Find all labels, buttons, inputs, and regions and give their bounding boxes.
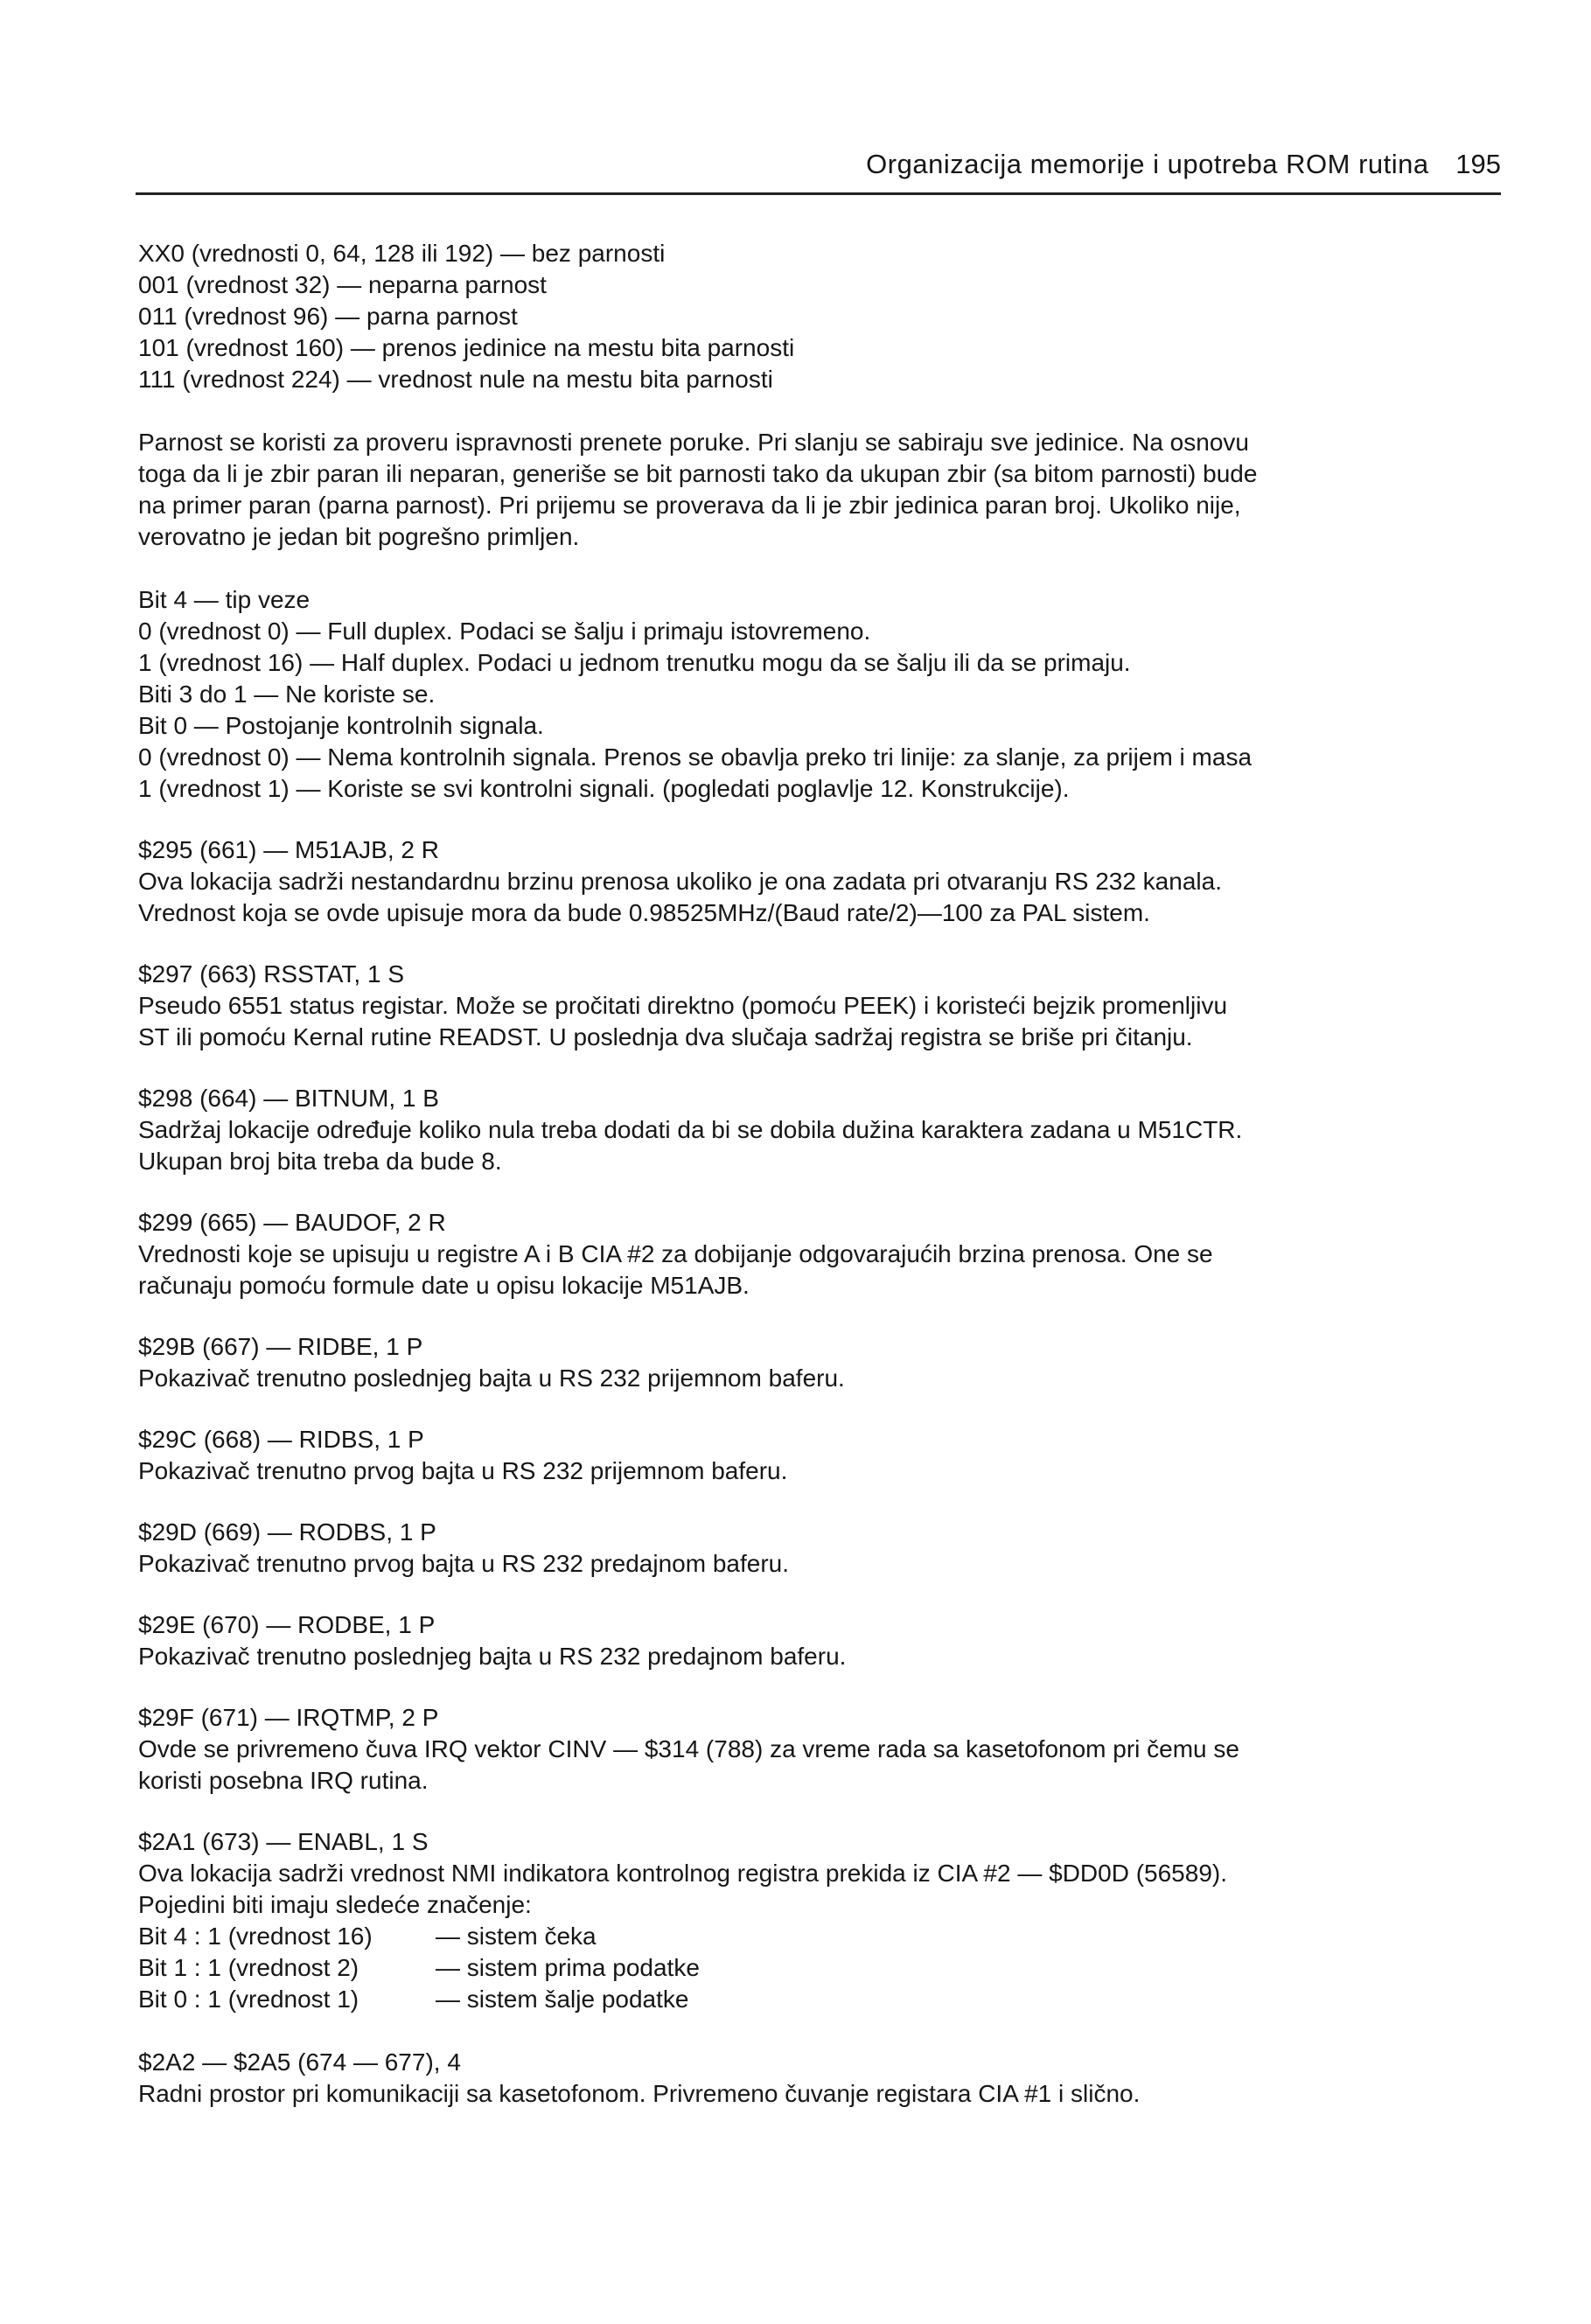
page-body — [138, 238, 1507, 2110]
entry-text: Pojedini biti imaju sledeće značenje: — [138, 1891, 532, 1918]
memory-entry — [138, 959, 1507, 1053]
paragraph-line: toga da li je zbir paran ili neparan, generiše se bit parnosti tako da ukupan zbir (sa bitom parnosti) bude — [138, 460, 1258, 487]
entry-heading: $299 (665) — BAUDOF, 2 R — [138, 1209, 446, 1236]
bit-meaning: — sistem šalje podatke — [436, 1986, 689, 2013]
entry-heading: $2A2 — $2A5 (674 — 677), 4 — [138, 2048, 461, 2076]
entry-text: Radni prostor pri komunikaciji sa kasetofonom. Privremeno čuvanje registara CIA #1 i slično. — [138, 2080, 1141, 2107]
entry-text: računaju pomoću formule date u opisu lokacije M51AJB. — [138, 1272, 750, 1299]
parity-list — [138, 238, 1507, 395]
memory-entry — [138, 1083, 1507, 1177]
entry-text: Ovde se privremeno čuva IRQ vektor CINV — $314 (788) za vreme rada sa kasetofonom pri čemu se — [138, 1735, 1239, 1762]
memory-entry — [138, 1207, 1507, 1302]
parity-list-item: 001 (vrednost 32) — neparna parnost — [138, 271, 547, 298]
bits-line: 0 (vrednost 0) — Full duplex. Podaci se šalju i primaju istovremeno. — [138, 618, 871, 645]
bits-line: Biti 3 do 1 — Ne koriste se. — [138, 680, 436, 708]
memory-entry — [138, 1702, 1507, 1797]
entry-text: Ova lokacija sadrži vrednost NMI indikatora kontrolnog registra prekida iz CIA #2 — $DD0D (56589). — [138, 1860, 1228, 1887]
parity-paragraph — [138, 427, 1507, 553]
chapter-title: Organizacija memorije i upotreba ROM rutina — [866, 149, 1429, 179]
entry-text: Ova lokacija sadrži nestandardnu brzinu prenosa ukoliko je ona zadata pri otvaranju RS 232 kanala. — [138, 868, 1222, 895]
memory-entry — [138, 1609, 1507, 1672]
parity-list-item: 101 (vrednost 160) — prenos jedinice na mestu bita parnosti — [138, 334, 795, 361]
memory-entry — [138, 1424, 1507, 1487]
bits-description — [138, 584, 1507, 805]
entry-heading: $29F (671) — IRQTMP, 2 P — [138, 1704, 439, 1731]
entry-heading: $295 (661) — M51AJB, 2 R — [138, 836, 439, 863]
entry-text: Pokazivač trenutno poslednjeg bajta u RS 232 prijemnom baferu. — [138, 1364, 845, 1392]
bits-line: 1 (vrednost 16) — Half duplex. Podaci u jednom trenutku mogu da se šalju ili da se primaju. — [138, 649, 1131, 676]
bit-row — [138, 1984, 1507, 2015]
bits-line: Bit 0 — Postojanje kontrolnih signala. — [138, 712, 544, 739]
memory-entry — [138, 2047, 1507, 2110]
memory-entry — [138, 1331, 1507, 1394]
page-number: 195 — [1455, 149, 1501, 179]
entry-text: Pokazivač trenutno prvog bajta u RS 232 predajnom baferu. — [138, 1550, 790, 1577]
bit-label: Bit 1 : 1 (vrednost 2) — [138, 1954, 359, 1981]
entry-text: ST ili pomoću Kernal rutine READST. U poslednja dva slučaja sadržaj registra se briše pri čitanju. — [138, 1023, 1193, 1050]
bit-label: Bit 0 : 1 (vrednost 1) — [138, 1986, 359, 2013]
running-header — [136, 147, 1501, 195]
bits-line: 0 (vrednost 0) — Nema kontrolnih signala. Prenos se obavlja preko tri linije: za slanje, za prijem i masa — [138, 743, 1253, 771]
entry-heading: $29B (667) — RIDBE, 1 P — [138, 1333, 423, 1360]
paragraph-line: Parnost se koristi za proveru ispravnosti prenete poruke. Pri slanju se sabiraju sve jedinice. Na osnovu — [138, 429, 1249, 456]
bit-meaning: — sistem čeka — [436, 1923, 597, 1950]
entry-heading: $298 (664) — BITNUM, 1 B — [138, 1085, 439, 1112]
entry-text: Sadržaj lokacije određuje koliko nula treba dodati da bi se dobila dužina karaktera zadana u M51CTR. — [138, 1116, 1243, 1143]
bit-row — [138, 1952, 1507, 1984]
entry-heading: $29D (669) — RODBS, 1 P — [138, 1518, 436, 1546]
entry-text: Pokazivač trenutno poslednjeg bajta u RS 232 predajnom baferu. — [138, 1643, 847, 1670]
entry-text: Vrednosti koje se upisuju u registre A i B CIA #2 za dobijanje odgovarajućih brzina prenosa. One se — [138, 1240, 1213, 1267]
entry-text: Vrednost koja se ovde upisuje mora da bude 0.98525MHz/(Baud rate/2)—100 za PAL sistem. — [138, 899, 1150, 926]
paragraph-line: na primer paran (parna parnost). Pri prijemu se proverava da li je zbir jedinica paran broj. Ukoliko nije, — [138, 492, 1241, 519]
bit-meaning: — sistem prima podatke — [436, 1954, 700, 1981]
memory-entry — [138, 1517, 1507, 1580]
parity-list-item: XX0 (vrednosti 0, 64, 128 ili 192) — bez parnosti — [138, 240, 666, 267]
bit-label: Bit 4 : 1 (vrednost 16) — [138, 1923, 373, 1950]
entry-text: Pokazivač trenutno prvog bajta u RS 232 prijemnom baferu. — [138, 1457, 788, 1484]
parity-list-item: 011 (vrednost 96) — parna parnost — [138, 303, 518, 330]
entry-heading: $297 (663) RSSTAT, 1 S — [138, 960, 404, 988]
bit-row — [138, 1921, 1507, 1952]
entry-text: Pseudo 6551 status registar. Može se pročitati direktno (pomoću PEEK) i koristeći bejzik promenljivu — [138, 992, 1228, 1019]
bits-line: 1 (vrednost 1) — Koriste se svi kontrolni signali. (pogledati poglavlje 12. Konstrukcije). — [138, 775, 1070, 802]
entry-text: Ukupan broj bita treba da bude 8. — [138, 1148, 502, 1175]
parity-list-item: 111 (vrednost 224) — vrednost nule na mestu bita parnosti — [138, 366, 773, 393]
paragraph-line: verovatno je jedan bit pogrešno primljen. — [138, 523, 580, 550]
entry-heading: $29E (670) — RODBE, 1 P — [138, 1611, 436, 1638]
memory-entry — [138, 1826, 1507, 2015]
memory-entry — [138, 834, 1507, 929]
entry-text: koristi posebna IRQ rutina. — [138, 1767, 429, 1794]
entry-heading: $29C (668) — RIDBS, 1 P — [138, 1426, 424, 1453]
bits-line: Bit 4 — tip veze — [138, 586, 311, 613]
entry-heading: $2A1 (673) — ENABL, 1 S — [138, 1828, 429, 1855]
